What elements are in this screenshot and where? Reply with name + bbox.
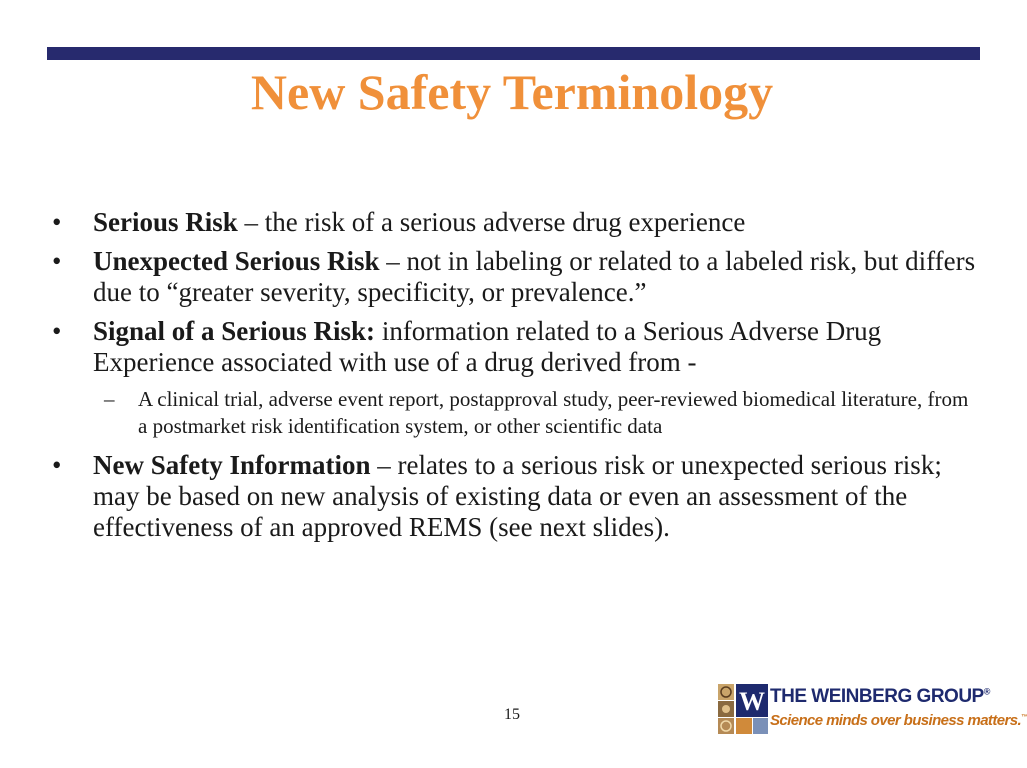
trademark-mark: ™	[1021, 714, 1027, 721]
term: Serious Risk	[93, 207, 238, 237]
logo-mark-letter: W	[739, 687, 765, 716]
term: Signal of a Serious Risk:	[93, 316, 376, 346]
bullet-icon: •	[52, 207, 62, 237]
weinberg-logo-icon	[718, 684, 768, 734]
bullet-list	[52, 207, 982, 551]
bullet-icon: •	[52, 450, 62, 480]
bullet-icon: •	[52, 316, 62, 346]
list-item	[52, 246, 982, 308]
term: Unexpected Serious Risk	[93, 246, 380, 276]
list-item	[52, 316, 982, 378]
definition: – the risk of a serious adverse drug experience	[237, 207, 746, 237]
list-item	[52, 207, 982, 238]
sub-item-text: A clinical trial, adverse event report, postapproval study, peer-reviewed biomedical literature, from a postmarket risk identification system, or other scientific data	[138, 387, 969, 438]
definition: – not in labeling or related to a labeled risk, but differs due to “greater severity, specificity, or prevalence.”	[93, 246, 976, 307]
sub-list-item	[52, 386, 982, 440]
bullet-icon: •	[52, 246, 62, 276]
company-logo	[718, 684, 1027, 738]
definition: – relates to a serious risk or unexpected serious risk; may be based on new analysis of existing data or even an assessment of the effectiveness of an approved REMS (see next slides).	[93, 450, 942, 542]
slide-title: New Safety Terminology	[250, 64, 774, 120]
company-name: THE WEINBERG GROUP®	[770, 686, 990, 707]
definition: information related to a Serious Adverse Drug Experience associated with use of a drug derived from -	[93, 316, 882, 377]
term: New Safety Information	[93, 450, 371, 480]
list-item	[52, 450, 982, 543]
company-tagline: Science minds over business matters.™	[770, 712, 1027, 729]
page-number: 15	[504, 706, 520, 723]
registered-mark: ®	[983, 686, 990, 697]
dash-icon: –	[104, 387, 115, 411]
header-rule	[47, 47, 980, 60]
